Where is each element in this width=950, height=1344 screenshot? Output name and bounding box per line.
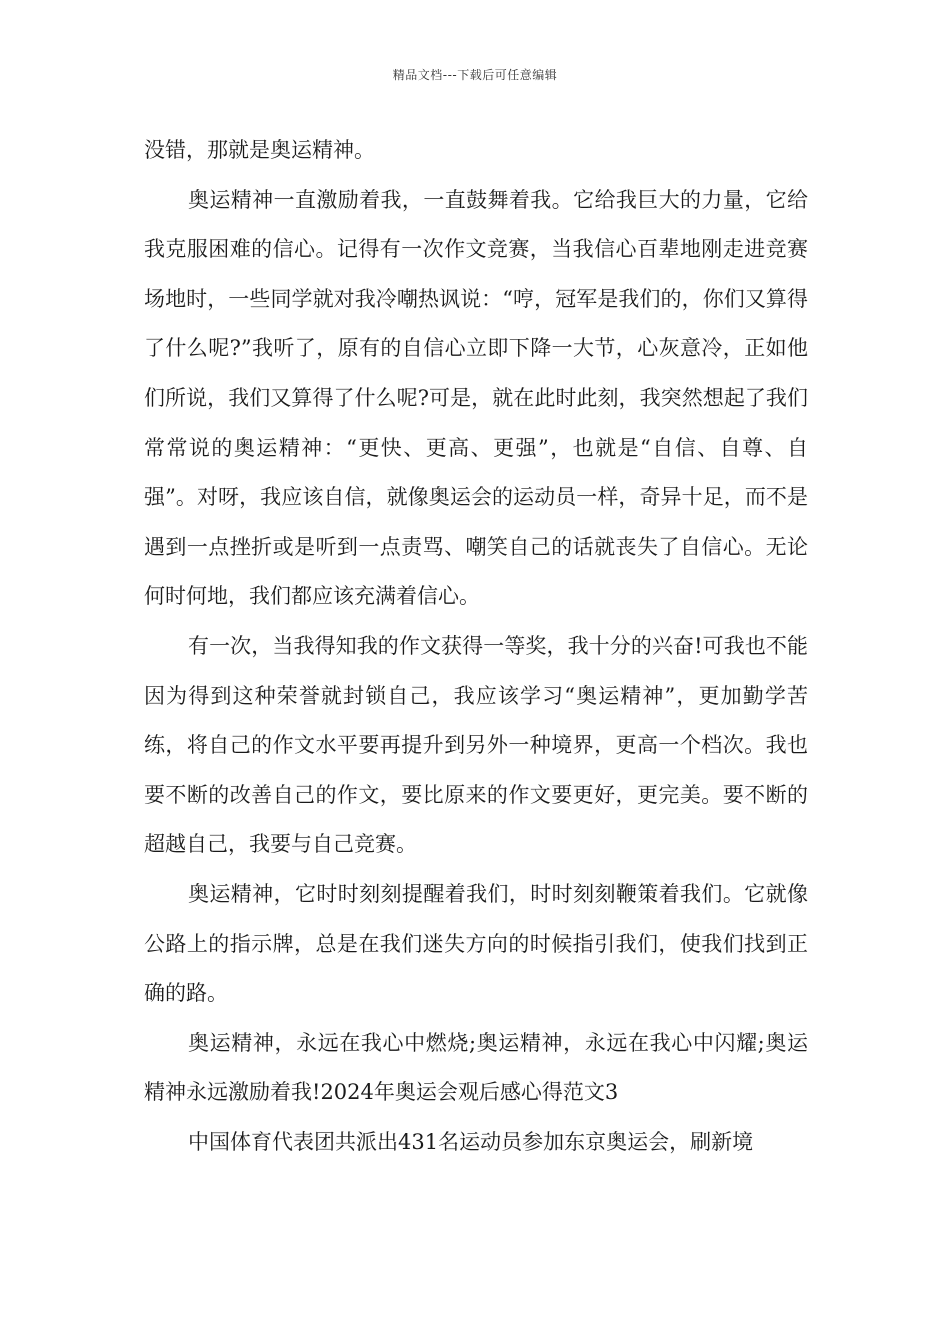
paragraph: 中国体育代表团共派出431名运动员参加东京奥运会，刷新境 — [188, 1129, 754, 1154]
paragraph: 有一次，当我得知我的作文获得一等奖，我十分的兴奋!可我也不能因为得到这种荣誉就封锁自己，我应该学习“奥运精神”，更加勤学苦练，将自己的作文水平要再提升到另外一种境界，更高一个档次。我也要不断的改善自己的作文，要比原来的作文要更好，更完美。要不断的超越自己，我要与自己竞赛。 — [144, 633, 808, 857]
paragraph: 奥运精神一直激励着我，一直鼓舞着我。它给我巨大的力量，它给我克服困难的信心。记得有一次作文竞赛，当我信心百辈地刚走进竞赛场地时，一些同学就对我冷嘲热讽说：“哼，冠军是我们的，你们又算得了什么呢?”我听了，原有的自信心立即下降一大节，心灰意冷，正如他们所说，我们又算得了什么呢?可是，就在此时此刻，我突然想起了我们常常说的奥运精神：“更快、更高、更强”，也就是“自信、自尊、自强”。对呀，我应该自信，就像奥运会的运动员一样，奇异十足，而不是遇到一点挫折或是听到一点责骂、嘲笑自己的话就丧失了自信心。无论何时何地，我们都应该充满着信心。 — [144, 187, 808, 609]
document-body — [144, 126, 808, 1167]
paragraph: 奥运精神，永远在我心中燃烧;奥运精神，永远在我心中闪耀;奥运精神永远激励着我!2024年奥运会观后感心得范文3 — [144, 1030, 808, 1105]
page-header: 精品文档---下载后可任意编辑 — [392, 68, 558, 82]
paragraph: 没错，那就是奥运精神。 — [144, 138, 375, 162]
paragraph: 奥运精神，它时时刻刻提醒着我们，时时刻刻鞭策着我们。它就像公路上的指示牌，总是在我们迷失方向的时候指引我们，使我们找到正确的路。 — [144, 881, 808, 1006]
